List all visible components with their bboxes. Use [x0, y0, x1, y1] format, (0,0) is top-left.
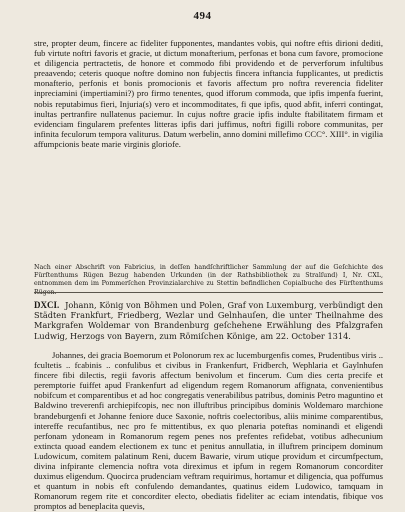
charter-body-text: [34, 350, 383, 512]
document-heading: [34, 300, 383, 341]
charter-paragraph: stre, propter deum, fincere ac fideliter fupponentes, mandantes vobis, qui noftre eftis dirioni dediti, fub virtute noftri favoris et gracie, ut dictum monafterium, perfonas et bona cum favore, promocione et diligencia pertractetis, de honore et commodo fibi providendo et de perverforum infultibus preaavendo; ceteris quoque noftre domino non fubjectis fincera inftancia fupplicantes, ut predictis monafterio, perfonis et bonis promocionis et favoris affectum pro noftra reverencia fideliter inpreciamini (impertiamini?) pro firmo tenentes, quod ifforum commoda, que ipfis impenfa fuerint, nobis reputabimus fieri, Injuria(s) vero et incommoditates, fi que ipfis, quod abfit, inferri contingat, inultas pertranfire nullatenus paciemur. In cujus noftre gracie ipfis indulte ftabilitatem firmam et evidenciam fingularem prefentes litteras ipfis dari juffimus, noftri figilli robore communitas, per infinita feculorum tempora valiturus. Datum werbelin, anno domini millefimo CCC°. XIII°. in vigilia affumpcionis beate marie virginis gloriofe.: [34, 38, 383, 149]
page-number: 494: [193, 10, 212, 22]
section-divider: [34, 292, 383, 293]
document-number: DXCI.: [34, 300, 60, 310]
charter-paragraph: Johannes, dei gracia Boemorum et Polonorum rex ac lucemburgenfis comes, Prudentibus viris .. fcultetis .. fcabinis .. confulibus et civibus in Frankenfurt, Fridberch, Wephlaria et Gaylnhufen fincere fibi dilectis, regii favoris affectum benivolum et fincerum. Cum dies certa precife et peremptorie fuiffet apud Frankenfurt ad eligendum regem Romanorum affignata, convenientibus nobifcum et comparentibus et ad hoc congregatis venerabilibus patribus, dominis Petro maguntino et Baldwino treverenfi archiepifcopis, nec non illuftribus principibus dominis Woldemaro marchione brandeburgenfi et Johanne feniore duce Saxonie, noftris coelectoribus, aliis minime comparentibus, intereffe recufantibus, nec pro fe mittentibus, ex quo plenaria poteftas nominandi et eligendi perfonam ydoneam in Romanorum regem penes nos prefentes refidebat, votibus adhecunium extincta quoad eandem electionem ex tunc et penitus annullatia, in illuftrem principem dominum Ludowicum, comitem palatinum Reni, ducem Bawarie, virum utique providum et circumfpectum, divina infpirante clemencia noftra vota direximus et ipfum in regem Romanorum concorditer duximus eligendum. Quocirca prudenciam veftram requirimus, hortamur et diligencia, qua poffumus et quantum in nobis eft confulendo demandantes, quatinus eidem Ludowico, tamquam in Romanorum regem rite et concorditer electo, obediatis fideliter ac eciam intendatis, fibique vos promptos ad beneplacita quevis,: [34, 350, 383, 512]
document-summary: Johann, König von Böhmen und Polen, Graf von Luxemburg, verbündigt den Städten Frankfurt, Friedberg, Wezlar und Gelnhauſen, die unter Theilnahme des Markgrafen Woldemar von Brandenburg geſchehene Erwählung des Pfalzgrafen Ludwig, Herzogs von Bayern, zum Römiſchen Könige, am 22. October 1314.: [34, 300, 383, 341]
source-note: Nach einer Abschrift von Fabricius, in deſſen handſchriftlicher Sammlung der auf die Geſchichte des Fürſtenthums Rügen Bezug habenden Urkunden (in der Rathsbibliothek zu Stralſund) I, Nr. CXL, entnommen dem im Pommerſchen Provinzialarchive zu Stettin befindlichen Copialbuche des Fürſtenthums Rügen.: [34, 264, 383, 296]
charter-continuation-text: [34, 38, 383, 149]
